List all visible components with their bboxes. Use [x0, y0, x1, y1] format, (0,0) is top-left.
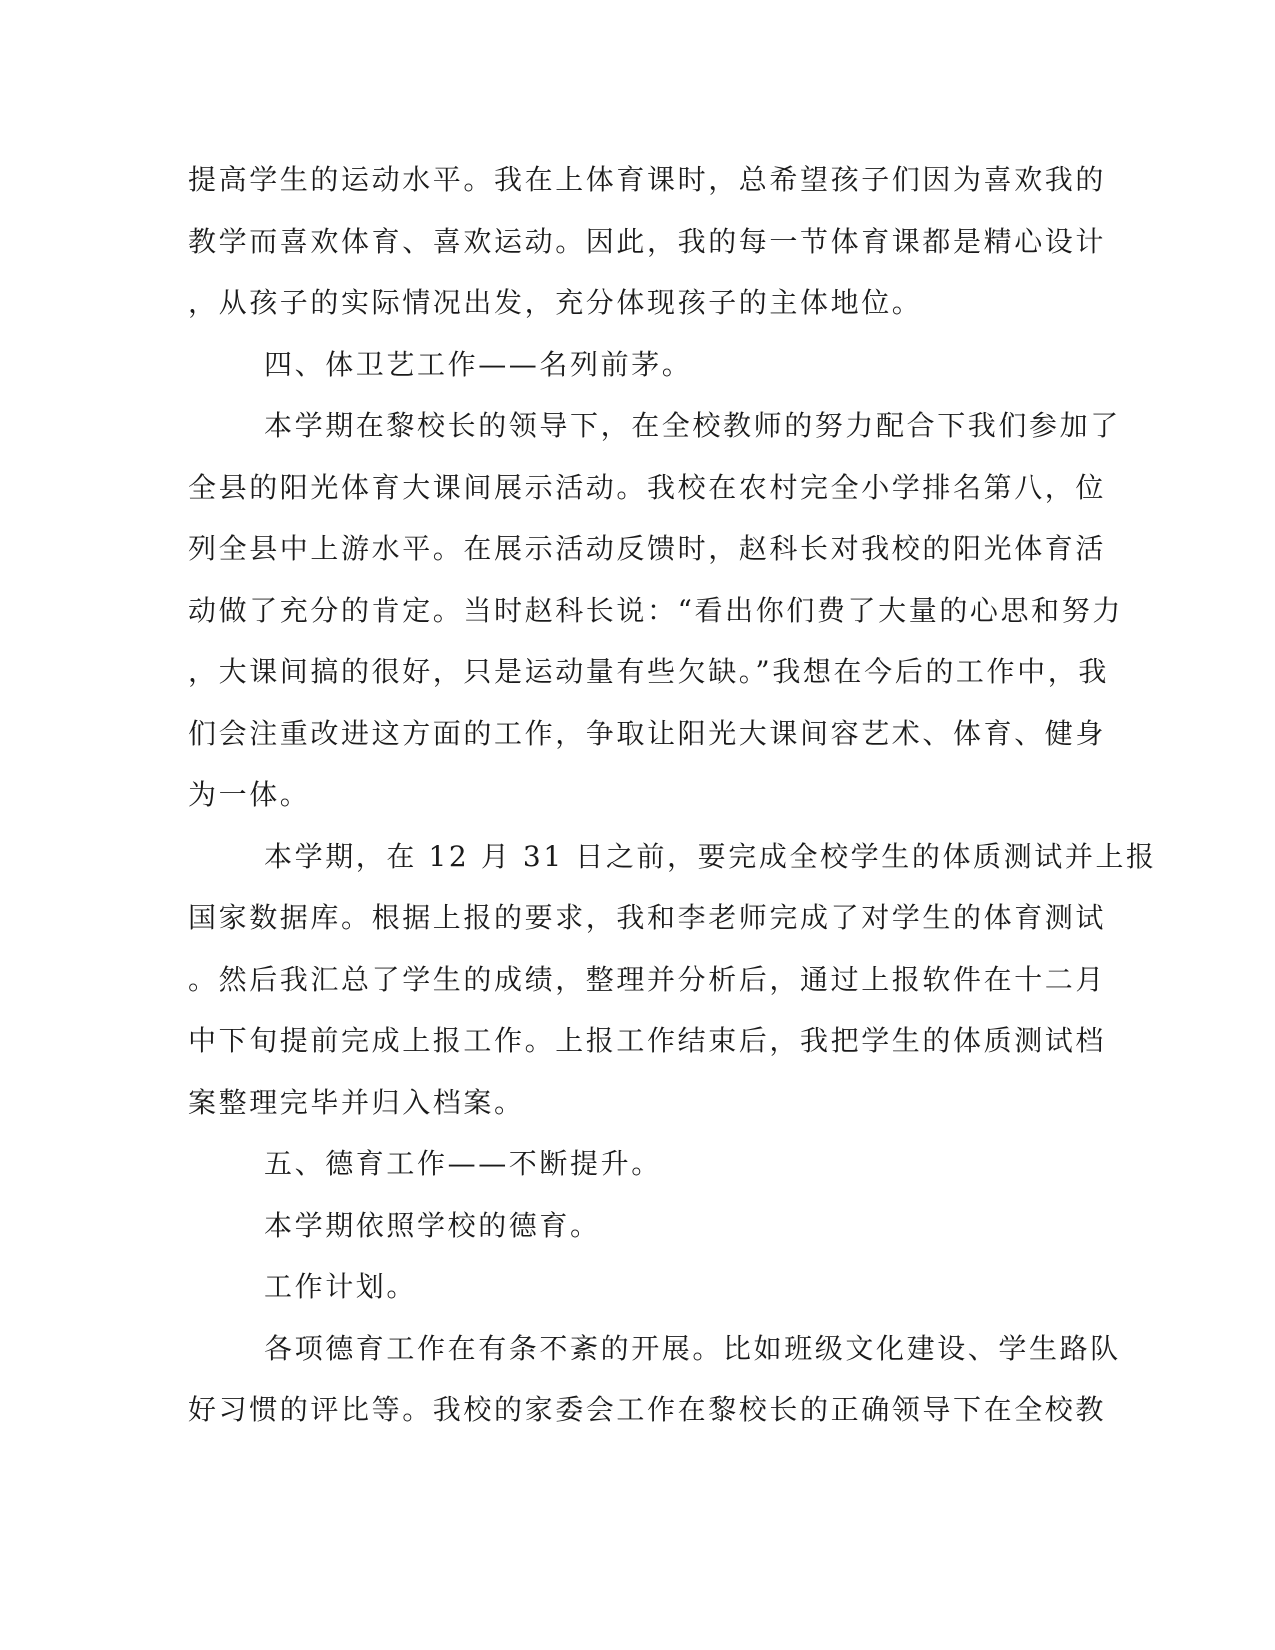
text-line: ，大课间搞的很好，只是运动量有些欠缺。”我想在今后的工作中，我: [188, 655, 1109, 688]
text-line: 本学期依照学校的德育。: [264, 1208, 601, 1242]
text-line: ，从孩子的实际情况出发，充分体现孩子的主体地位。: [188, 286, 923, 319]
text-line: 为一体。: [188, 778, 311, 811]
text-line: 案整理完毕并归入档案。: [188, 1085, 525, 1119]
text-line: 本学期在黎校长的领导下，在全校教师的努力配合下我们参加了: [264, 409, 1121, 442]
text-line: 动做了充分的肯定。当时赵科长说：“看出你们费了大量的心思和努力: [188, 593, 1123, 627]
section-heading-4: 四、体卫艺工作——名列前茅。: [264, 347, 693, 381]
text-line: 列全县中上游水平。在展示活动反馈时，赵科长对我校的阳光体育活: [188, 532, 1107, 565]
section-heading-5: 五、德育工作——不断提升。: [264, 1147, 662, 1180]
text-line: 国家数据库。根据上报的要求，我和李老师完成了对学生的体育测试: [188, 901, 1107, 934]
text-line: 们会注重改进这方面的工作，争取让阳光大课间容艺术、体育、健身: [188, 716, 1107, 750]
text-line: 教学而喜欢体育、喜欢运动。因此，我的每一节体育课都是精心设计: [188, 224, 1107, 258]
text-line: 各项德育工作在有条不紊的开展。比如班级文化建设、学生路队: [264, 1331, 1121, 1365]
text-line: 本学期，在 12 月 31 日之前，要完成全校学生的体质测试并上报: [264, 839, 1157, 873]
text-line: 好习惯的评比等。我校的家委会工作在黎校长的正确领导下在全校教: [188, 1393, 1107, 1426]
text-line: 提高学生的运动水平。我在上体育课时，总希望孩子们因为喜欢我的: [188, 163, 1107, 196]
text-line: 全县的阳光体育大课间展示活动。我校在农村完全小学排名第八，位: [188, 470, 1107, 504]
text-line: 。然后我汇总了学生的成绩，整理并分析后，通过上报软件在十二月: [188, 962, 1107, 996]
text-line: 工作计划。: [264, 1270, 418, 1303]
body-text: [188, 158, 1157, 1450]
text-line: 中下旬提前完成上报工作。上报工作结束后，我把学生的体质测试档: [188, 1024, 1107, 1057]
